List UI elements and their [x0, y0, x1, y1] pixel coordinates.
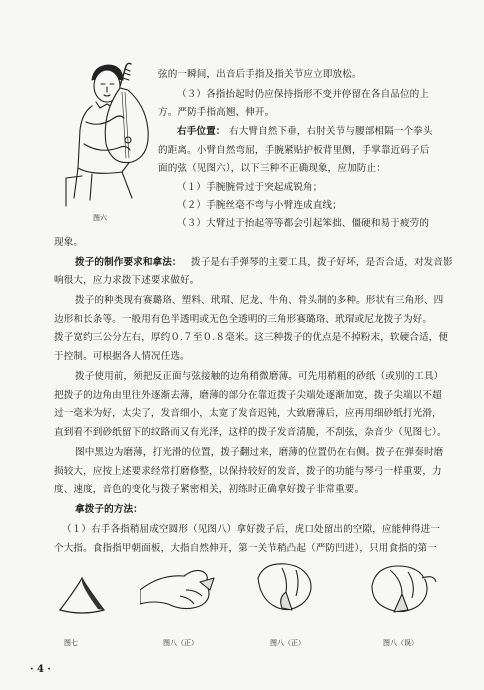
text-line: 过一毫米为好，太尖了，发音细小，太宽了发音迟钝，大致磨薄后，应再用细砂纸打光滑， [54, 408, 442, 419]
figure-8-caption: 图八（正） [270, 639, 305, 647]
text-line: 于控制。可根据各人情况任选。 [54, 351, 190, 362]
hand-drawing [252, 558, 324, 620]
text-line: 拨子使用前，须把反正面与弦接触的边角稍微磨薄。可先用稍粗的砂纸（或别的工具） [75, 371, 444, 382]
text-line: 拨子宽约三公分左右，厚约０.７至０.８毫米。这三种拨子的优点是不掉粉末，软硬合适，便 [54, 332, 449, 343]
list-item: （２）手腕丝毫不弯与小臂连成直线； [177, 200, 342, 211]
text-line: 个大指。食指指甲朝面板，大指自然伸开，第一关节稍凸起（严防凹进），只用食指的第一 [54, 543, 437, 554]
text-line: 损较大，应按上述要求经常打磨修整，以保持较好的发音，拨子的功能与琴弓一样重要，力 [54, 466, 442, 477]
text-line: 右大臂自然下垂，右肘关节与腰部相隔一个拳头 [229, 126, 433, 137]
text-line: 现象。 [54, 237, 84, 248]
figure-6-pipa-player [62, 58, 162, 208]
figure-8-hand-correct-b [252, 558, 324, 620]
figure-6-label: 图六 [93, 214, 107, 222]
text-line: 弦的一瞬间，出音后手指及指关节应立即放松。 [158, 69, 362, 80]
right-hand-heading: 右手位置： [177, 126, 226, 137]
figure-8-caption: 图八（正） [163, 639, 198, 647]
figure-8-hand-incorrect [362, 556, 440, 622]
text-line: （１）右手各指稍屈成空圆形（见图八）拿好拨子后，虎口处留出的空隙，应能伸得进一 [62, 524, 441, 535]
page-number: · 4 · [30, 664, 51, 675]
pick-drawing [56, 576, 108, 616]
pipa-player-drawing [62, 58, 162, 208]
list-item: （３）大臂过于抬起等等都会引起笨拙、僵硬和易于疲劳的 [177, 218, 430, 229]
text-line: （３）各指抬起时仍应保持指形不变并停留在各自品位的上 [177, 89, 430, 100]
text-line: 边形和长条等。一般用有色半透明或无色全透明的三角形赛璐珞、玳瑁或尼龙拨子为好。 [54, 314, 433, 325]
pick-heading: 拨子的制作要求和拿法： [75, 257, 182, 268]
text-line: 的距离。小臂自然弯屈，手腕紧贴护板背里侧，手掌靠近码子后 [158, 145, 430, 156]
figure-8-caption: 图八（误） [383, 639, 418, 647]
text-line: 图中黑边为磨薄，打光滑的位置，拨子翻过来，磨薄的位置仍在右侧。拨子在弹奏时磨 [75, 447, 444, 458]
text-line: 直到看不到砂纸留下的纹路而又有光泽，这样的拨子发音清脆，不刮弦，杂音少（见图七）。 [54, 427, 447, 438]
text-line: 面的弦（见图六），以下三种不正确现象，应加防止： [158, 163, 386, 174]
text-line: 方。严防手指高翘、伸开。 [158, 107, 275, 118]
text-line: 把拨子的边角由里往外逐渐去薄，磨薄的部分在靠近拨子尖端处逐渐加宽，拨子尖端以不超 [54, 390, 442, 401]
text-line: 度、速度，音色的变化与拨子紧密相关，初练时正确拿好拨子非常重要。 [54, 484, 365, 495]
text-line: 拨子是右手弹琴的主要工具，拨子好坏，是否合适，对发音影 [191, 257, 453, 268]
text-line: 拨子的种类现有赛璐珞、塑料、玳瑁、尼龙、牛角、骨头制的多种。形状有三角形、四 [75, 295, 444, 306]
hold-heading: 拿拨子的方法： [75, 504, 143, 515]
figure-7-caption: 图七 [64, 639, 78, 647]
list-item: （１）手腕腕骨过于突起成锐角； [177, 182, 323, 193]
figure-7-pick [56, 576, 108, 616]
hand-drawing [362, 556, 440, 622]
figure-8-hand-correct-a [140, 560, 220, 620]
hand-drawing [140, 560, 220, 620]
text-line: 响很大，应力求拨下述要求做好。 [54, 275, 200, 286]
